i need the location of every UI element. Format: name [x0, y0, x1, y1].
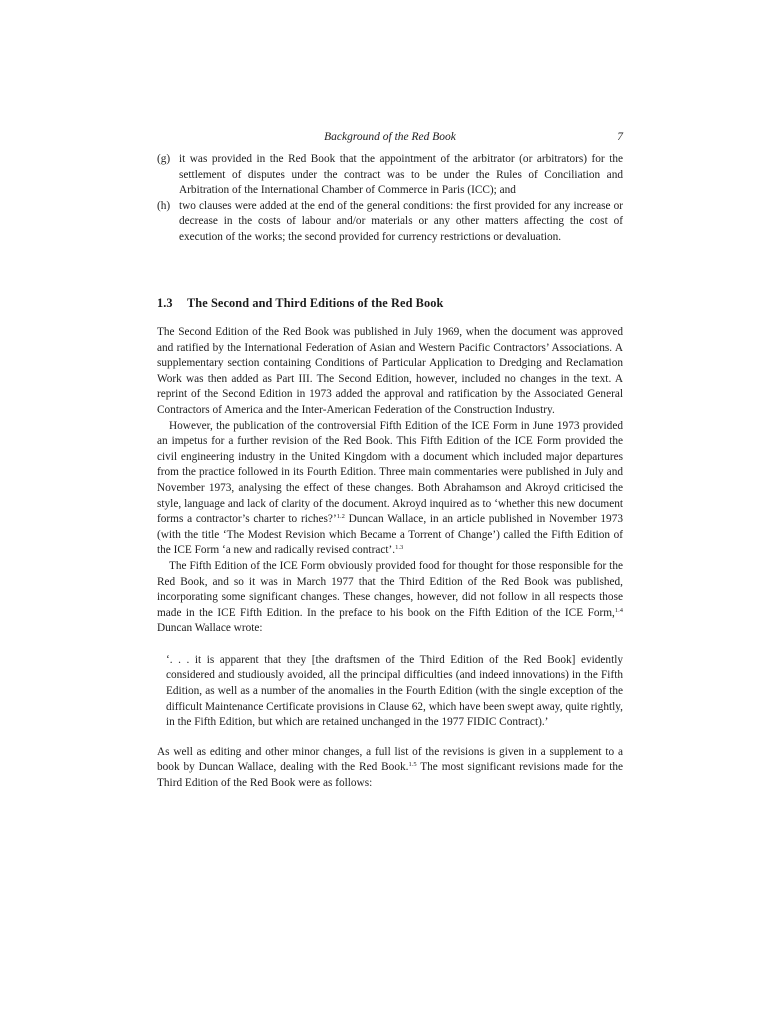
paragraph-text: The most significant revisions made for the Third Edition of the Red Book were as follows: — [157, 761, 624, 790]
paragraph-text: Duncan Wallace wrote: — [157, 622, 263, 635]
footnote-ref[interactable]: 1.2 — [336, 513, 345, 521]
footnote-ref[interactable]: 1.4 — [614, 606, 623, 614]
list-item-text: two clauses were added at the end of the general conditions: the first provided for any increase or decrease in the costs of labour and/or materials or any other matters affecting the cost of execution of the works; the second provided for currency restrictions or devaluation. — [179, 199, 623, 243]
block-quote: ‘. . . it is apparent that they [the draftsmen of the Third Edition of the Red Book] evidently considered and studiously avoided, all the principal difficulties (and indeed innovations) in the Fifth Edition, as well as a number of the anomalies in the Fourth Edition (with the single exception of the difficult Maintenance Certificate provisions in Clause 62, which have been swept away, quite rightly, in the Fifth Edition, but which are retained unchanged in the 1977 FIDIC Contract).’ — [166, 653, 623, 729]
paragraph-text: The Fifth Edition of the ICE Form obviously provided food for thought for those responsible for the Red Book, and so it was in March 1977 that the Third Edition of the Red Book was published, incorporating some significant changes. These changes, however, did not follow in all respects those made in the ICE Fifth Edition. In the preface to his book on the Fifth Edition of the ICE Form, — [157, 559, 623, 619]
section-number: 1.3 — [157, 296, 173, 310]
paragraph-text: However, the publication of the controversial Fifth Edition of the ICE Form in June 1973 provided an impetus for a further revision of the Red Book. This Fifth Edition of the ICE Form provided the civil engineering industry in the United Kingdom with a document which included major departures from the practice followed in its Fourth Edition. Three main commentaries were published in July and November 1973, analysing the effect of these changes. Both Abrahamson and Akroyd criticised the style, language and lack of clarity of the document. Akroyd inquired as to ‘whether this new document forms a contractor’s charter to riches?’ — [157, 419, 623, 526]
paragraph — [157, 559, 623, 637]
footnote-ref[interactable]: 1.5 — [408, 761, 417, 769]
paragraph-text: As well as editing and other minor changes, a full list of the revisions is given in a supplement to a book by Duncan Wallace, dealing with the Red Book. — [157, 745, 623, 774]
list-marker: (g) — [157, 153, 171, 165]
paragraph-text: Duncan Wallace, in an article published in November 1973 (with the title ‘The Modest Revision which Became a Torrent of Change’) called the Fifth Edition of the ICE Form ‘a new and radically revised contract’. — [157, 513, 623, 557]
list-item — [157, 199, 623, 246]
list-item — [157, 152, 623, 199]
list-marker: (h) — [157, 199, 171, 212]
section-heading — [157, 296, 443, 311]
section-body — [157, 325, 623, 792]
section-title: The Second and Third Editions of the Red Book — [187, 296, 444, 310]
footnote-ref[interactable]: 1.3 — [395, 544, 404, 552]
paragraph — [157, 325, 623, 419]
running-header — [157, 131, 623, 147]
clause-list — [157, 152, 623, 246]
paragraph — [157, 745, 623, 792]
paragraph — [157, 419, 623, 559]
paragraph-text: The Second Edition of the Red Book was published in July 1969, when the document was approved and ratified by the International Federation of Asian and Western Pacific Contractors’ Associations. A supplementary section containing Conditions of Particular Application to Dredging and Reclamation Work was then added as Part III. The Second Edition, however, included no changes in the text. A reprint of the Second Edition in 1973 added the approval and ratification by the Associated General Contractors of America and the Inter-American Federation of the Construction Industry. — [157, 326, 623, 416]
page-number: 7 — [617, 131, 623, 143]
running-title: Background of the Red Book — [324, 131, 456, 143]
list-item-text: it was provided in the Red Book that the appointment of the arbitrator (or arbitrators) for the settlement of disputes under the contract was to be under the Rules of Conciliation and Arbitration of the International Chamber of Commerce in Paris (ICC); and — [179, 153, 623, 197]
